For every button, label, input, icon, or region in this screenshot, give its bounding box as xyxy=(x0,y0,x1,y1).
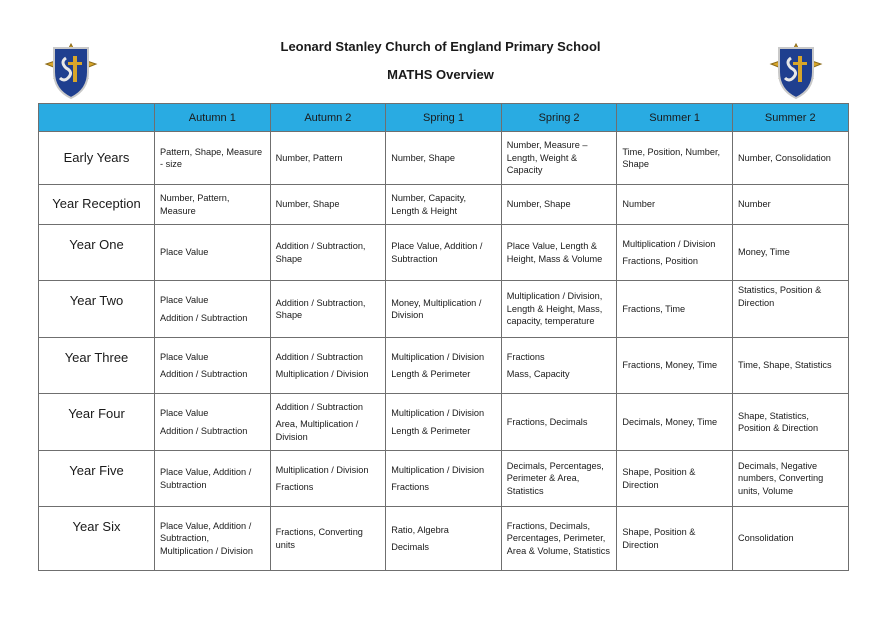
cell-text: Area, Multiplication / Division xyxy=(275,419,359,442)
table-cell xyxy=(732,225,848,281)
cell-text: Shape, Position & Direction xyxy=(622,467,696,490)
cell-text: Length & Perimeter xyxy=(391,369,471,379)
table-cell xyxy=(617,132,733,185)
table-cell xyxy=(617,394,733,451)
cell-text: Fractions, Position xyxy=(622,256,698,266)
cell-text: Number, Consolidation xyxy=(737,152,831,163)
table-cell xyxy=(617,451,733,507)
cell-text: Place Value, Addition / Subtraction, Multiplication / Division xyxy=(160,520,253,556)
table-cell xyxy=(270,225,386,281)
table-row xyxy=(39,225,849,281)
cell-text: Multiplication / Division xyxy=(275,369,369,379)
cell-text: Multiplication / Division xyxy=(622,238,716,249)
table-cell xyxy=(270,338,386,394)
table-row xyxy=(39,451,849,507)
table-cell xyxy=(732,394,848,451)
table-cell xyxy=(155,281,271,338)
cell-text: Place Value, Addition / Subtraction xyxy=(160,467,252,490)
cell-text: Shape, Position & Direction xyxy=(622,527,696,550)
table-cell xyxy=(270,185,386,225)
table-cell xyxy=(155,225,271,281)
table-row xyxy=(39,394,849,451)
table-cell xyxy=(732,338,848,394)
table-cell xyxy=(501,225,617,281)
school-name: Leonard Stanley Church of England Primary School xyxy=(280,39,601,54)
cell-text: Number, Capacity, Length & Height xyxy=(391,193,467,216)
cell-text: Place Value xyxy=(160,247,209,258)
cell-text: Fractions, Money, Time xyxy=(622,360,718,371)
cell-text: Number, Pattern, Measure xyxy=(160,193,230,216)
row-label: Year Three xyxy=(39,338,155,394)
table-cell xyxy=(386,281,502,338)
cell-text: Statistics, Position & Direction xyxy=(737,285,822,308)
row-label: Year Four xyxy=(39,394,155,451)
table-cell xyxy=(386,185,502,225)
cell-text: Consolidation xyxy=(737,533,794,544)
cell-text: Time, Shape, Statistics xyxy=(737,360,832,371)
table-cell xyxy=(155,507,271,571)
cell-text: Number xyxy=(737,199,771,210)
cell-text: Number xyxy=(622,199,656,210)
cell-text: Number, Shape xyxy=(506,199,571,210)
cell-text: Decimals, Money, Time xyxy=(622,416,718,427)
table-cell xyxy=(617,281,733,338)
column-header xyxy=(39,104,155,132)
cell-text: Mass, Capacity xyxy=(506,369,570,379)
table-cell xyxy=(501,507,617,571)
row-label: Year Five xyxy=(39,451,155,507)
cell-text: Length & Perimeter xyxy=(391,425,471,436)
column-header: Summer 2 xyxy=(732,104,848,132)
cell-text: Place Value xyxy=(160,351,209,362)
table-header-row xyxy=(39,104,849,132)
table-cell xyxy=(386,225,502,281)
cell-text: Decimals xyxy=(391,542,429,552)
cell-text: Fractions, Time xyxy=(622,303,686,314)
table-row xyxy=(39,338,849,394)
table-cell xyxy=(270,132,386,185)
table-cell xyxy=(270,451,386,507)
table-cell xyxy=(501,281,617,338)
cell-text: Multiplication / Division xyxy=(391,464,485,475)
table-cell xyxy=(386,132,502,185)
cell-text: Time, Position, Number, Shape xyxy=(622,146,721,169)
cell-text: Addition / Subtraction, Shape xyxy=(275,241,366,264)
cell-text: Multiplication / Division xyxy=(391,408,485,418)
row-label: Year One xyxy=(39,225,155,281)
cell-text: Fractions xyxy=(391,482,429,492)
cell-text: Fractions, Converting units xyxy=(275,527,363,550)
table-cell xyxy=(155,185,271,225)
cell-text: Decimals, Percentages, Perimeter & Area, Statistics xyxy=(506,460,604,496)
table-cell xyxy=(155,132,271,185)
row-label: Year Two xyxy=(39,281,155,338)
cell-text: Decimals, Negative numbers, Converting units, Volume xyxy=(737,460,824,496)
table-row xyxy=(39,132,849,185)
table-cell xyxy=(617,507,733,571)
table-cell xyxy=(155,451,271,507)
column-header: Spring 2 xyxy=(501,104,617,132)
table-cell xyxy=(501,132,617,185)
page-title: MATHS Overview xyxy=(387,67,494,82)
cell-text: Money, Multiplication / Division xyxy=(391,297,482,320)
cell-text: Fractions xyxy=(506,351,545,362)
column-header: Autumn 1 xyxy=(155,104,271,132)
table-cell xyxy=(386,394,502,451)
cell-text: Fractions xyxy=(275,482,314,492)
table-cell xyxy=(501,394,617,451)
table-cell xyxy=(732,451,848,507)
cell-text: Fractions, Decimals, Percentages, Perimeter, Area & Volume, Statistics xyxy=(506,520,610,556)
maths-overview-table xyxy=(38,103,849,571)
table-cell xyxy=(270,281,386,338)
cell-text: Addition / Subtraction xyxy=(275,401,363,412)
table-row xyxy=(39,281,849,338)
cell-text: Place Value, Addition / Subtraction xyxy=(391,241,483,264)
cell-text: Addition / Subtraction xyxy=(160,369,248,379)
cell-text: Multiplication / Division xyxy=(391,351,485,362)
cell-text: Pattern, Shape, Measure - size xyxy=(160,146,263,169)
column-header: Autumn 2 xyxy=(270,104,386,132)
table-row xyxy=(39,185,849,225)
table-cell xyxy=(732,281,848,338)
table-cell xyxy=(732,132,848,185)
cell-text: Money, Time xyxy=(737,247,790,258)
cell-text: Addition / Subtraction xyxy=(275,351,363,362)
column-header: Summer 1 xyxy=(617,104,733,132)
table-cell xyxy=(617,338,733,394)
cell-text: Multiplication / Division, Length & Height, Mass, capacity, temperature xyxy=(506,291,603,327)
table-cell xyxy=(732,185,848,225)
cell-text: Fractions, Decimals xyxy=(506,416,588,427)
cell-text: Addition / Subtraction, Shape xyxy=(275,297,366,320)
table-row xyxy=(39,507,849,571)
row-label: Year Reception xyxy=(39,185,155,225)
cell-text: Number, Measure – Length, Weight & Capacity xyxy=(506,140,588,176)
table-cell xyxy=(617,185,733,225)
cell-text: Shape, Statistics, Position & Direction xyxy=(737,410,819,433)
table-cell xyxy=(732,507,848,571)
table-cell xyxy=(155,338,271,394)
cell-text: Addition / Subtraction xyxy=(160,312,248,323)
table-cell xyxy=(155,394,271,451)
table-cell xyxy=(386,338,502,394)
cell-text: Number, Pattern xyxy=(275,152,343,163)
row-label: Early Years xyxy=(39,132,155,185)
cell-text: Ratio, Algebra xyxy=(391,524,449,535)
row-label: Year Six xyxy=(39,507,155,571)
cell-text: Place Value xyxy=(160,295,209,305)
cell-text: Addition / Subtraction xyxy=(160,425,248,436)
table-cell xyxy=(386,507,502,571)
cell-text: Multiplication / Division xyxy=(275,464,369,475)
table-cell xyxy=(270,394,386,451)
table-cell xyxy=(501,451,617,507)
column-header: Spring 1 xyxy=(386,104,502,132)
table-cell xyxy=(501,338,617,394)
cell-text: Place Value xyxy=(160,408,209,418)
cell-text: Place Value, Length & Height, Mass & Volume xyxy=(506,241,603,264)
cell-text: Number, Shape xyxy=(391,152,456,163)
table-cell xyxy=(386,451,502,507)
cell-text: Number, Shape xyxy=(275,199,340,210)
table-cell xyxy=(501,185,617,225)
table-cell xyxy=(270,507,386,571)
table-cell xyxy=(617,225,733,281)
